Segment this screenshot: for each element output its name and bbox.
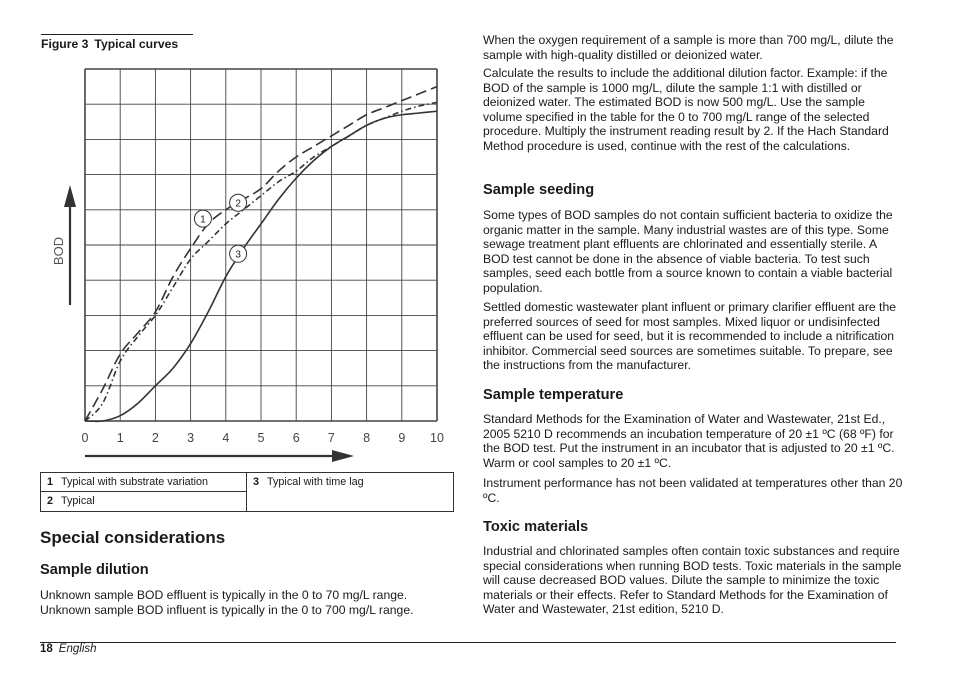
legend-table <box>40 472 454 512</box>
x-tick-label: 3 <box>187 431 195 445</box>
legend-item-2: 2 Typical <box>41 492 247 511</box>
x-tick-labels <box>82 431 444 445</box>
toxic-materials-heading: Toxic materials <box>483 519 589 535</box>
x-tick-label: 4 <box>222 431 230 445</box>
x-tick-label: 7 <box>327 431 335 445</box>
calculation-paragraph: Calculate the results to include the additional dilution factor. Example: if the BOD of the sample is 1000 mg/L, dilute the sample 1:1 with distilled or deionized water. The estimated BOD is now 500 mg/L. Use the sample volume specified in the table for the 0 to 700 mg/L range of the selected procedure. Multiply the instrument reading result by 2. If the Hach Standard Method procedure is used, continue with the rest of the calculations. <box>483 66 889 153</box>
temperature-paragraph-2: Instrument performance has not been validated at temperatures other than 20 ºC. <box>483 476 903 505</box>
curve-markers <box>194 194 246 262</box>
x-tick-label: 6 <box>292 431 300 445</box>
x-axis-arrow-head <box>332 450 354 462</box>
seeding-paragraph-2: Settled domestic wastewater plant influent or primary clarifier effluent are the preferred sources of seed for most samples. Mixed liquor or undisinfected effluent can be used for seed, but it is recommended to include a nitrification inhibitor. Commercial seed sources are sometimes suitable. To prepare, see the instructions from the manufacturer. <box>483 300 896 373</box>
legend-item-1: 1 Typical with substrate variation <box>41 473 247 492</box>
y-axis-label: BOD <box>51 236 66 266</box>
legend-item-3: 3 Typical with time lag <box>253 476 364 488</box>
typical-curves-chart <box>0 0 470 470</box>
sample-dilution-line-2: Unknown sample BOD influent is typically in the 0 to 700 mg/L range. <box>40 603 414 617</box>
footer-language: English <box>58 643 97 655</box>
x-tick-label: 0 <box>81 431 89 445</box>
curve-marker-label: 2 <box>235 198 241 210</box>
page-footer <box>40 643 97 655</box>
sample-dilution-heading: Sample dilution <box>40 562 149 578</box>
special-considerations-heading: Special considerations <box>40 528 226 547</box>
chart-grid <box>85 69 437 421</box>
x-tick-label: 10 <box>430 431 444 445</box>
x-tick-label: 2 <box>151 431 159 445</box>
toxic-materials-paragraph: Industrial and chlorinated samples often contain toxic substances and require special considerations when running BOD tests. Toxic materials in the sample will cause decreased BOD values. Dilute the sample to minimize the toxic materials or their effects. Refer to Standard Methods for the Examination of Water and Wastewater, 21st edition, 5210 D. <box>483 544 902 617</box>
seeding-paragraph-1: Some types of BOD samples do not contain sufficient bacteria to oxidize the organic matter in the sample. Many industrial wastes are of this type. Some sewage treatment plant effluents are chlorinated and essentially sterile. A BOD test cannot be done in the absence of viable bacteria. To test such samples, seed each bottle from a source known to contain a viable bacterial population. <box>483 208 893 295</box>
temperature-paragraph-1: Standard Methods for the Examination of Water and Wastewater, 21st Ed., 2005 5210 D recommends an incubation temperature of 20 ±1 ºC (68 ºF) for the BOD test. Put the instrument in an incubator that is adjusted to 20 ±1 ºC. Warm or cool samples to 20 ±1 ºC. <box>483 412 895 470</box>
sample-seeding-heading: Sample seeding <box>483 182 595 198</box>
x-tick-label: 8 <box>363 431 371 445</box>
dilution-paragraph: When the oxygen requirement of a sample is more than 700 mg/L, dilute the sample with high-quality distilled or deionized water. <box>483 33 894 62</box>
curve-marker-label: 3 <box>235 249 241 261</box>
page-number: 18 <box>40 643 53 655</box>
x-tick-label: 9 <box>398 431 406 445</box>
sample-dilution-line-1: Unknown sample BOD effluent is typically in the 0 to 70 mg/L range. <box>40 588 408 602</box>
footer-rule <box>40 642 896 643</box>
x-tick-label: 1 <box>116 431 124 445</box>
figure-number: Figure 3 <box>41 37 89 51</box>
figure-title: Typical curves <box>94 37 179 51</box>
curve-marker-label: 1 <box>200 214 206 226</box>
sample-temperature-heading: Sample temperature <box>483 387 624 403</box>
y-axis-arrow-head <box>64 185 76 207</box>
x-tick-label: 5 <box>257 431 265 445</box>
